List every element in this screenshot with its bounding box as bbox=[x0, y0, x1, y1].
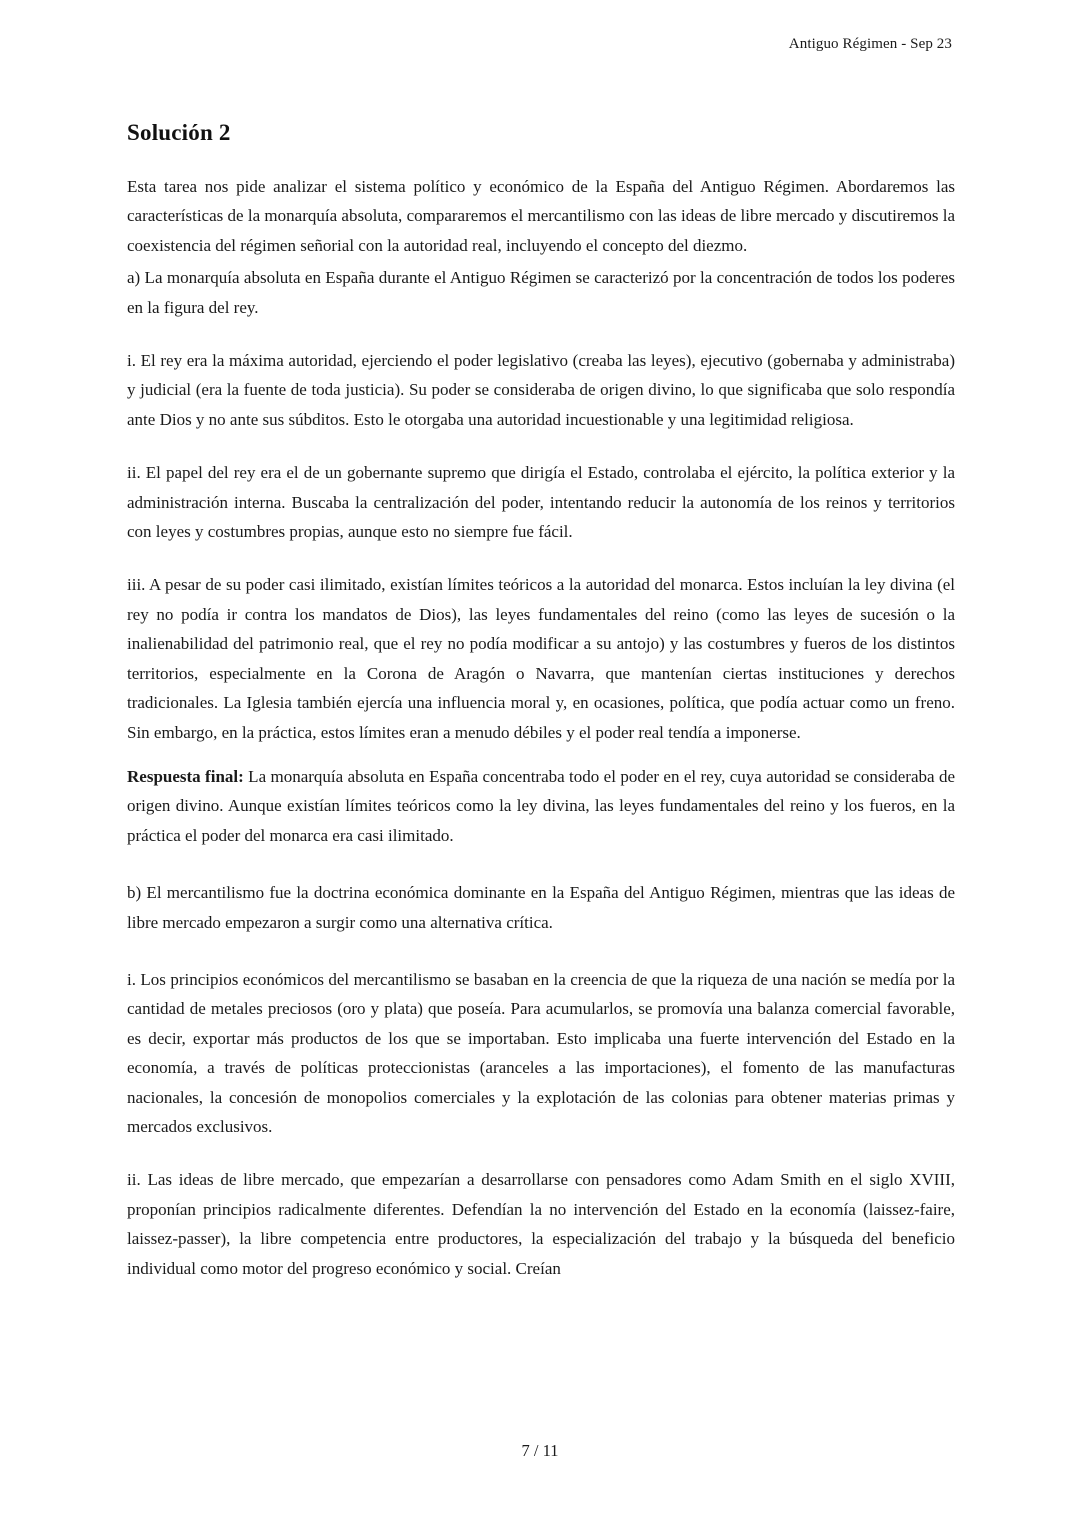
document-body bbox=[127, 120, 955, 1283]
intro-paragraph: Esta tarea nos pide analizar el sistema político y económico de la España del Antiguo Régimen. Abordaremos las características de la monarquía absoluta, compararemos el mercantilismo con las ideas de libre mercado y discutiremos la coexistencia del régimen señorial con la autoridad real, incluyendo el concepto del diezmo. bbox=[127, 177, 955, 255]
paragraph-a-ii: ii. El papel del rey era el de un gobernante supremo que dirigía el Estado, controlaba el ejército, la política exterior y la administración interna. Buscaba la centralización del poder, intentando reducir la autonomía de los reinos y territorios con leyes y costumbres propias, aunque esto no siempre fue fácil. bbox=[127, 463, 955, 542]
final-answer-text: La monarquía absoluta en España concentraba todo el poder en el rey, cuya autoridad se consideraba de origen divino. Aunque existían límites teóricos como la ley divina, las leyes fundamentales del reino y los fueros, en la práctica el poder del monarca era casi ilimitado. bbox=[127, 766, 955, 845]
running-header: Antiguo Régimen - Sep 23 bbox=[788, 36, 952, 52]
page-title: Solución 2 bbox=[127, 120, 231, 145]
paragraph-b: b) El mercantilismo fue la doctrina económica dominante en la España del Antiguo Régimen, mientras que las ideas de libre mercado empezaron a surgir como una alternativa crítica. bbox=[127, 883, 955, 932]
paragraph-a: a) La monarquía absoluta en España durante el Antiguo Régimen se caracterizó por la concentración de todos los poderes en la figura del rey. bbox=[127, 268, 955, 317]
paragraph-a-i: i. El rey era la máxima autoridad, ejerciendo el poder legislativo (creaba las leyes), ejecutivo (gobernaba y administraba) y judicial (era la fuente de toda justicia). Su poder se consideraba de origen divino, lo que significaba que solo respondía ante Dios y no ante sus súbditos. Esto le otorgaba una autoridad incuestionable y una legitimidad religiosa. bbox=[127, 351, 955, 429]
paragraph-b-i: i. Los principios económicos del mercantilismo se basaban en la creencia de que la riqueza de una nación se medía por la cantidad de metales preciosos (oro y plata) que poseía. Para acumularlos, se promovía una balanza comercial favorable, es decir, exportar más productos de los que se importaban. Esto implicaba una fuerte intervención del Estado en la economía, a través de políticas proteccionistas (aranceles a las importaciones), el fomento de las manufacturas nacionales, la concesión de monopolios comerciales y la explotación de las colonias para obtener materias primas y mercados exclusivos. bbox=[127, 969, 955, 1136]
final-answer-paragraph bbox=[127, 762, 955, 850]
paragraph-a-iii: iii. A pesar de su poder casi ilimitado, existían límites teóricos a la autoridad del monarca. Estos incluían la ley divina (el rey no podía ir contra los mandatos de Dios), las leyes fundamentales del reino (como las leyes de sucesión o la inalienabilidad del patrimonio real, que el rey no podía modificar a su antojo) y las costumbres y fueros de los distintos territorios, especialmente en la Corona de Aragón o Navarra, que mantenían ciertas instituciones y derechos tradicionales. La Iglesia también ejercía una influencia moral y, en ocasiones, política, que podía actuar como un freno. Sin embargo, en la práctica, estos límites eran a menudo débiles y el poder real tendía a imponerse. bbox=[127, 575, 955, 742]
paragraph-b-ii: ii. Las ideas de libre mercado, que empezarían a desarrollarse con pensadores como Adam Smith en el siglo XVIII, proponían principios radicalmente diferentes. Defendían la no intervención del Estado en la economía (laissez-faire, laissez-passer), la libre competencia entre productores, la especialización del trabajo y la búsqueda del beneficio individual como motor del progreso económico y social. Creían bbox=[127, 1170, 955, 1278]
final-answer-label: Respuesta final: bbox=[127, 766, 244, 786]
page-number: 7 / 11 bbox=[521, 1441, 559, 1460]
